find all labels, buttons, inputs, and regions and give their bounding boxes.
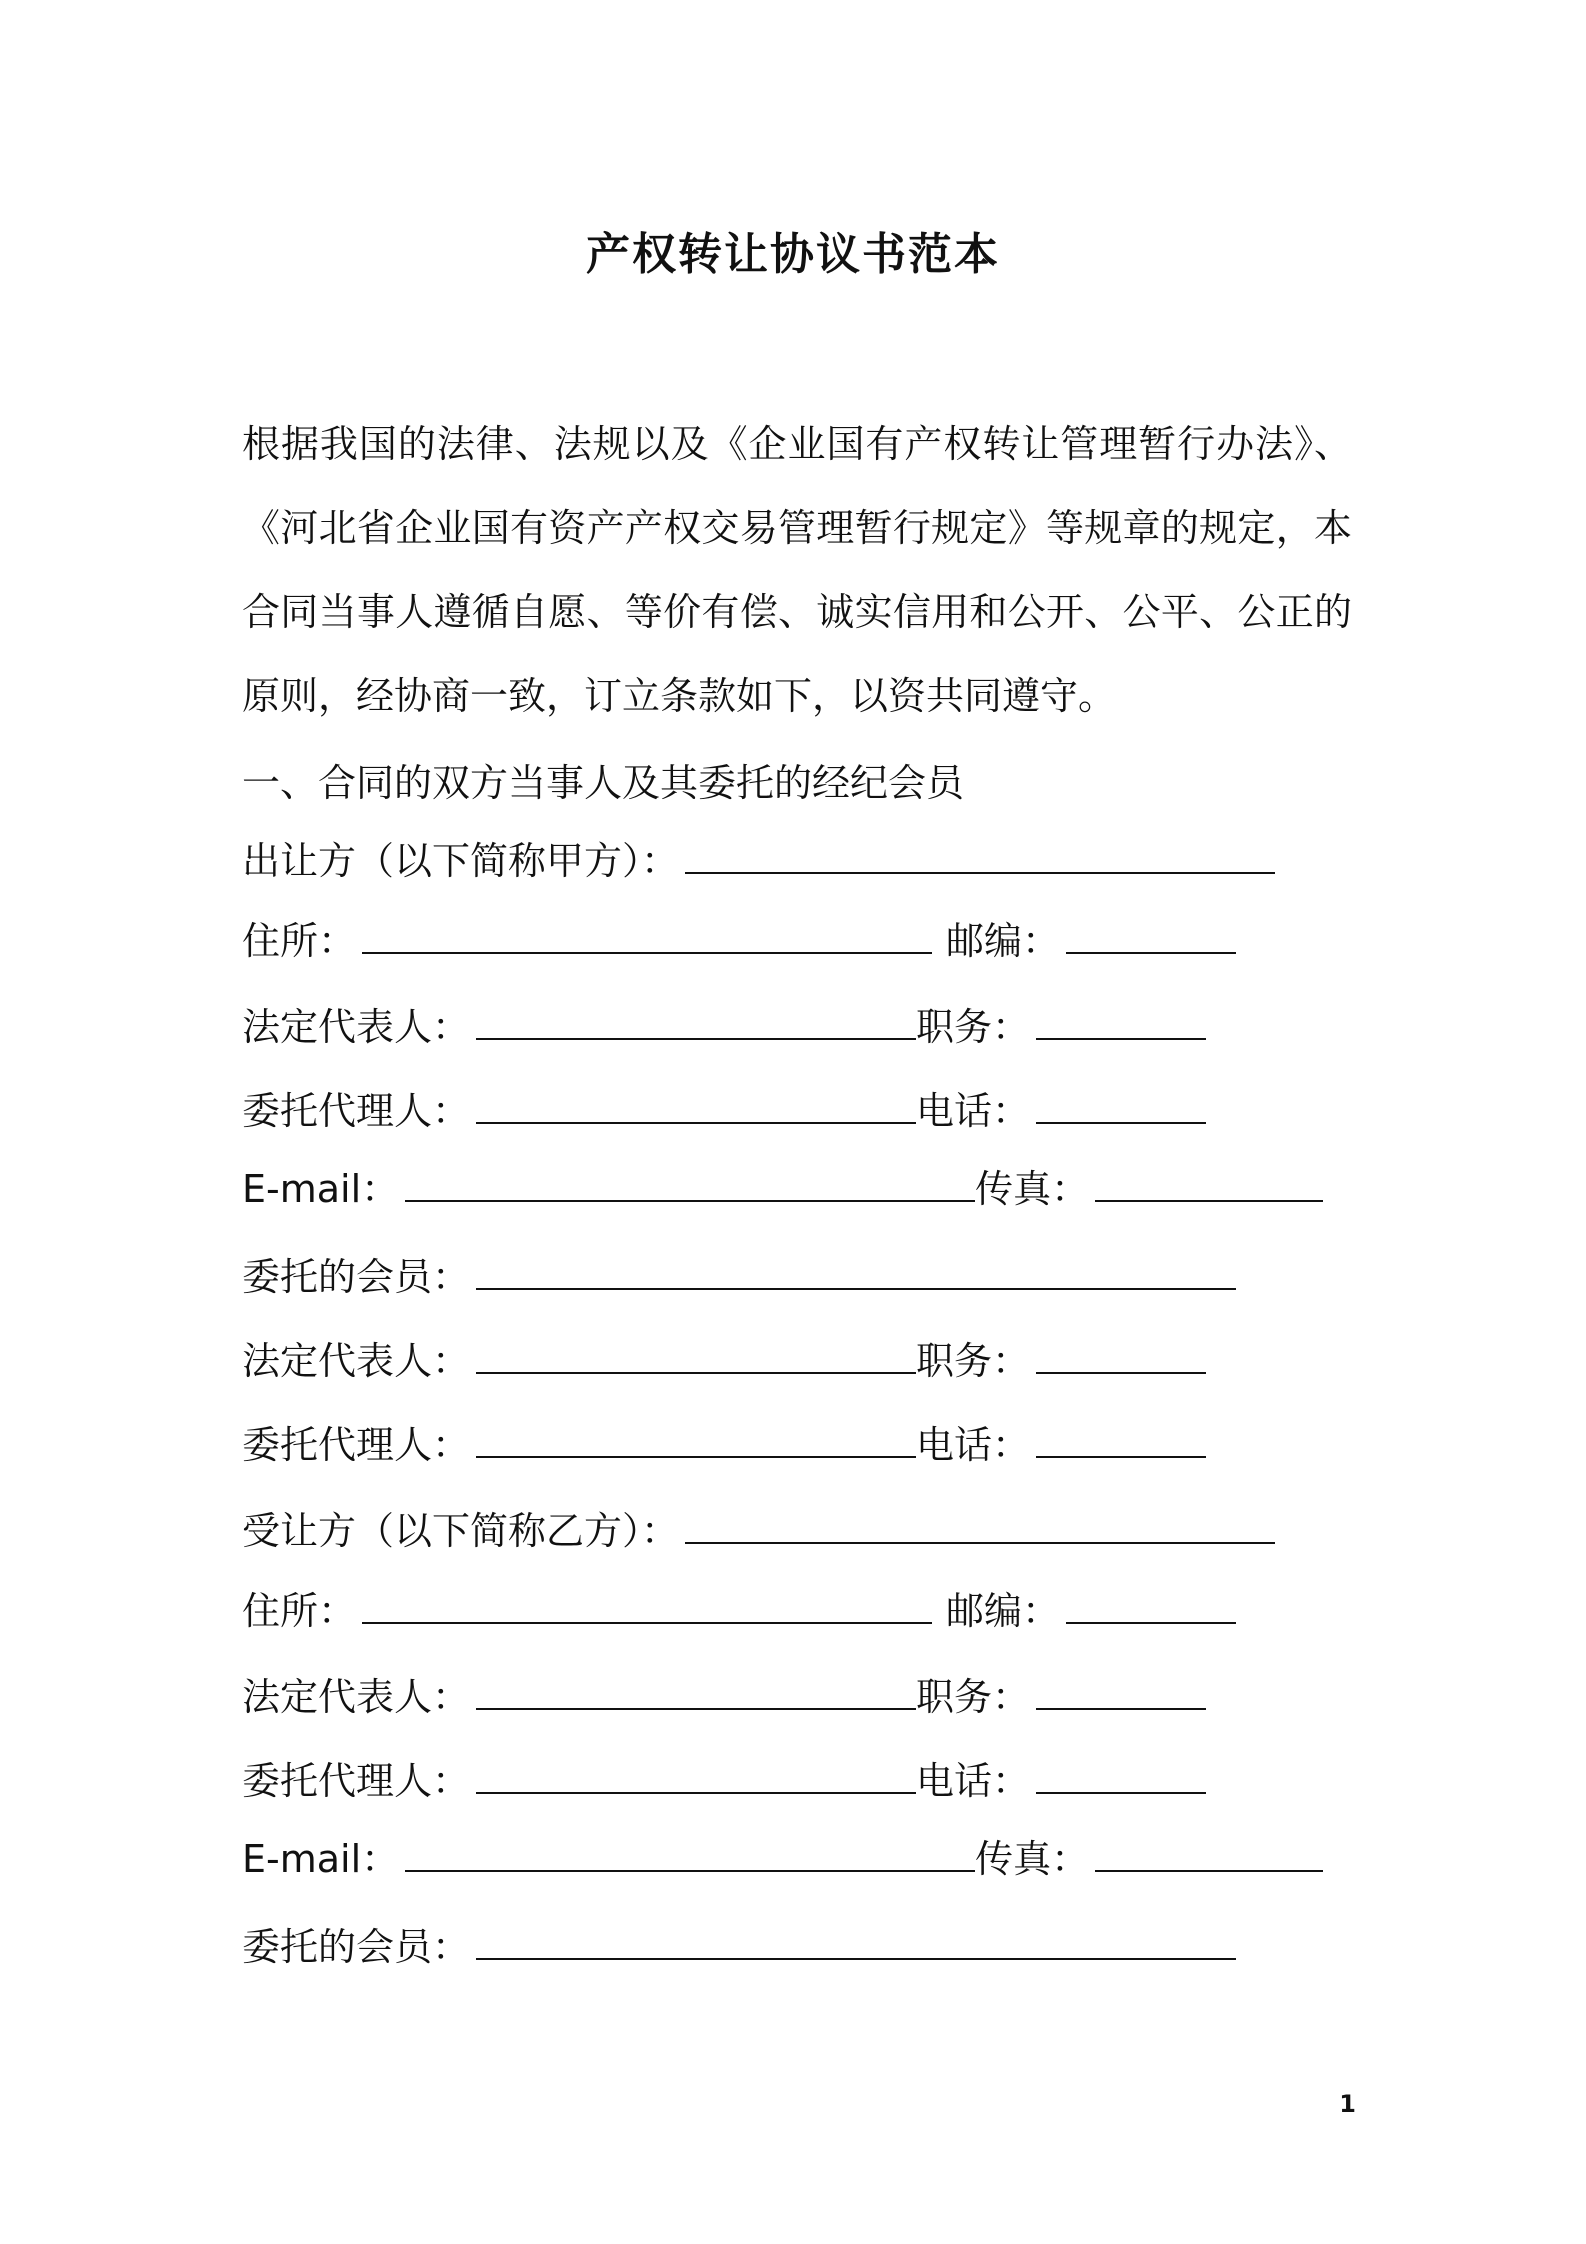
phone-label: 电话： <box>916 1759 1031 1803</box>
party-b-position-field[interactable] <box>1036 1674 1206 1710</box>
address-label: 住所： <box>242 919 357 963</box>
party-b-agent-row <box>242 1758 1206 1804</box>
party-b-legal-rep-row <box>242 1674 1206 1720</box>
party-b-postcode-field[interactable] <box>1066 1588 1236 1624</box>
party-a-row <box>242 838 1275 884</box>
party-a-email-field[interactable] <box>405 1166 975 1202</box>
member-legal-rep-row <box>242 1338 1206 1384</box>
party-b-phone-field[interactable] <box>1036 1758 1206 1794</box>
member-label: 委托的会员： <box>242 1255 471 1299</box>
party-a-name-field[interactable] <box>685 838 1275 874</box>
agent-label: 委托代理人： <box>242 1423 471 1467</box>
member-agent-field[interactable] <box>476 1422 916 1458</box>
email-label: E-mail： <box>242 1167 400 1211</box>
party-a-member-row <box>242 1254 1236 1300</box>
party-a-agent-field[interactable] <box>476 1088 916 1124</box>
position-label: 职务： <box>916 1339 1031 1383</box>
party-b-fax-field[interactable] <box>1095 1836 1323 1872</box>
postcode-label: 邮编： <box>946 1589 1061 1633</box>
party-a-position-field[interactable] <box>1036 1004 1206 1040</box>
party-a-address-row <box>242 918 1236 964</box>
party-a-label: 出让方（以下简称甲方）： <box>242 839 680 883</box>
party-b-legal-rep-field[interactable] <box>476 1674 916 1710</box>
agent-label: 委托代理人： <box>242 1089 471 1133</box>
email-label: E-mail： <box>242 1837 400 1881</box>
party-b-label: 受让方（以下简称乙方）： <box>242 1509 680 1553</box>
phone-label: 电话： <box>916 1089 1031 1133</box>
party-a-fax-field[interactable] <box>1095 1166 1323 1202</box>
party-b-row <box>242 1508 1275 1554</box>
party-b-address-field[interactable] <box>362 1588 932 1624</box>
legal-rep-label: 法定代表人： <box>242 1005 471 1049</box>
position-label: 职务： <box>916 1675 1031 1719</box>
fax-label: 传真： <box>975 1837 1090 1881</box>
party-b-address-row <box>242 1588 1236 1634</box>
member-position-field[interactable] <box>1036 1338 1206 1374</box>
phone-label: 电话： <box>916 1423 1031 1467</box>
member-phone-field[interactable] <box>1036 1422 1206 1458</box>
position-label: 职务： <box>916 1005 1031 1049</box>
party-b-email-row <box>242 1836 1323 1882</box>
agent-label: 委托代理人： <box>242 1759 471 1803</box>
party-a-address-field[interactable] <box>362 918 932 954</box>
legal-rep-label: 法定代表人： <box>242 1675 471 1719</box>
postcode-label: 邮编： <box>946 919 1061 963</box>
member-agent-row <box>242 1422 1206 1468</box>
intro-paragraph: 根据我国的法律、法规以及《企业国有产权转让管理暂行办法》、《河北省企业国有资产产权交易管理暂行规定》等规章的规定，本合同当事人遵循自愿、等价有偿、诚实信用和公开、公平、公正的原则，经协商一致，订立条款如下，以资共同遵守。 <box>242 422 1352 718</box>
section-heading: 一、合同的双方当事人及其委托的经纪会员 <box>242 761 965 805</box>
address-label: 住所： <box>242 1589 357 1633</box>
party-b-name-field[interactable] <box>685 1508 1275 1544</box>
party-b-member-field[interactable] <box>476 1924 1236 1960</box>
document-title: 产权转让协议书范本 <box>586 229 1000 280</box>
party-a-postcode-field[interactable] <box>1066 918 1236 954</box>
legal-rep-label: 法定代表人： <box>242 1339 471 1383</box>
party-a-phone-field[interactable] <box>1036 1088 1206 1124</box>
party-a-legal-rep-row <box>242 1004 1206 1050</box>
party-b-agent-field[interactable] <box>476 1758 916 1794</box>
party-a-email-row <box>242 1166 1323 1212</box>
party-a-legal-rep-field[interactable] <box>476 1004 916 1040</box>
member-legal-rep-field[interactable] <box>476 1338 916 1374</box>
party-a-member-field[interactable] <box>476 1254 1236 1290</box>
party-a-agent-row <box>242 1088 1206 1134</box>
member-label: 委托的会员： <box>242 1925 471 1969</box>
party-b-member-row <box>242 1924 1236 1970</box>
page-number: 1 <box>1339 2090 1356 2118</box>
fax-label: 传真： <box>975 1167 1090 1211</box>
party-b-email-field[interactable] <box>405 1836 975 1872</box>
